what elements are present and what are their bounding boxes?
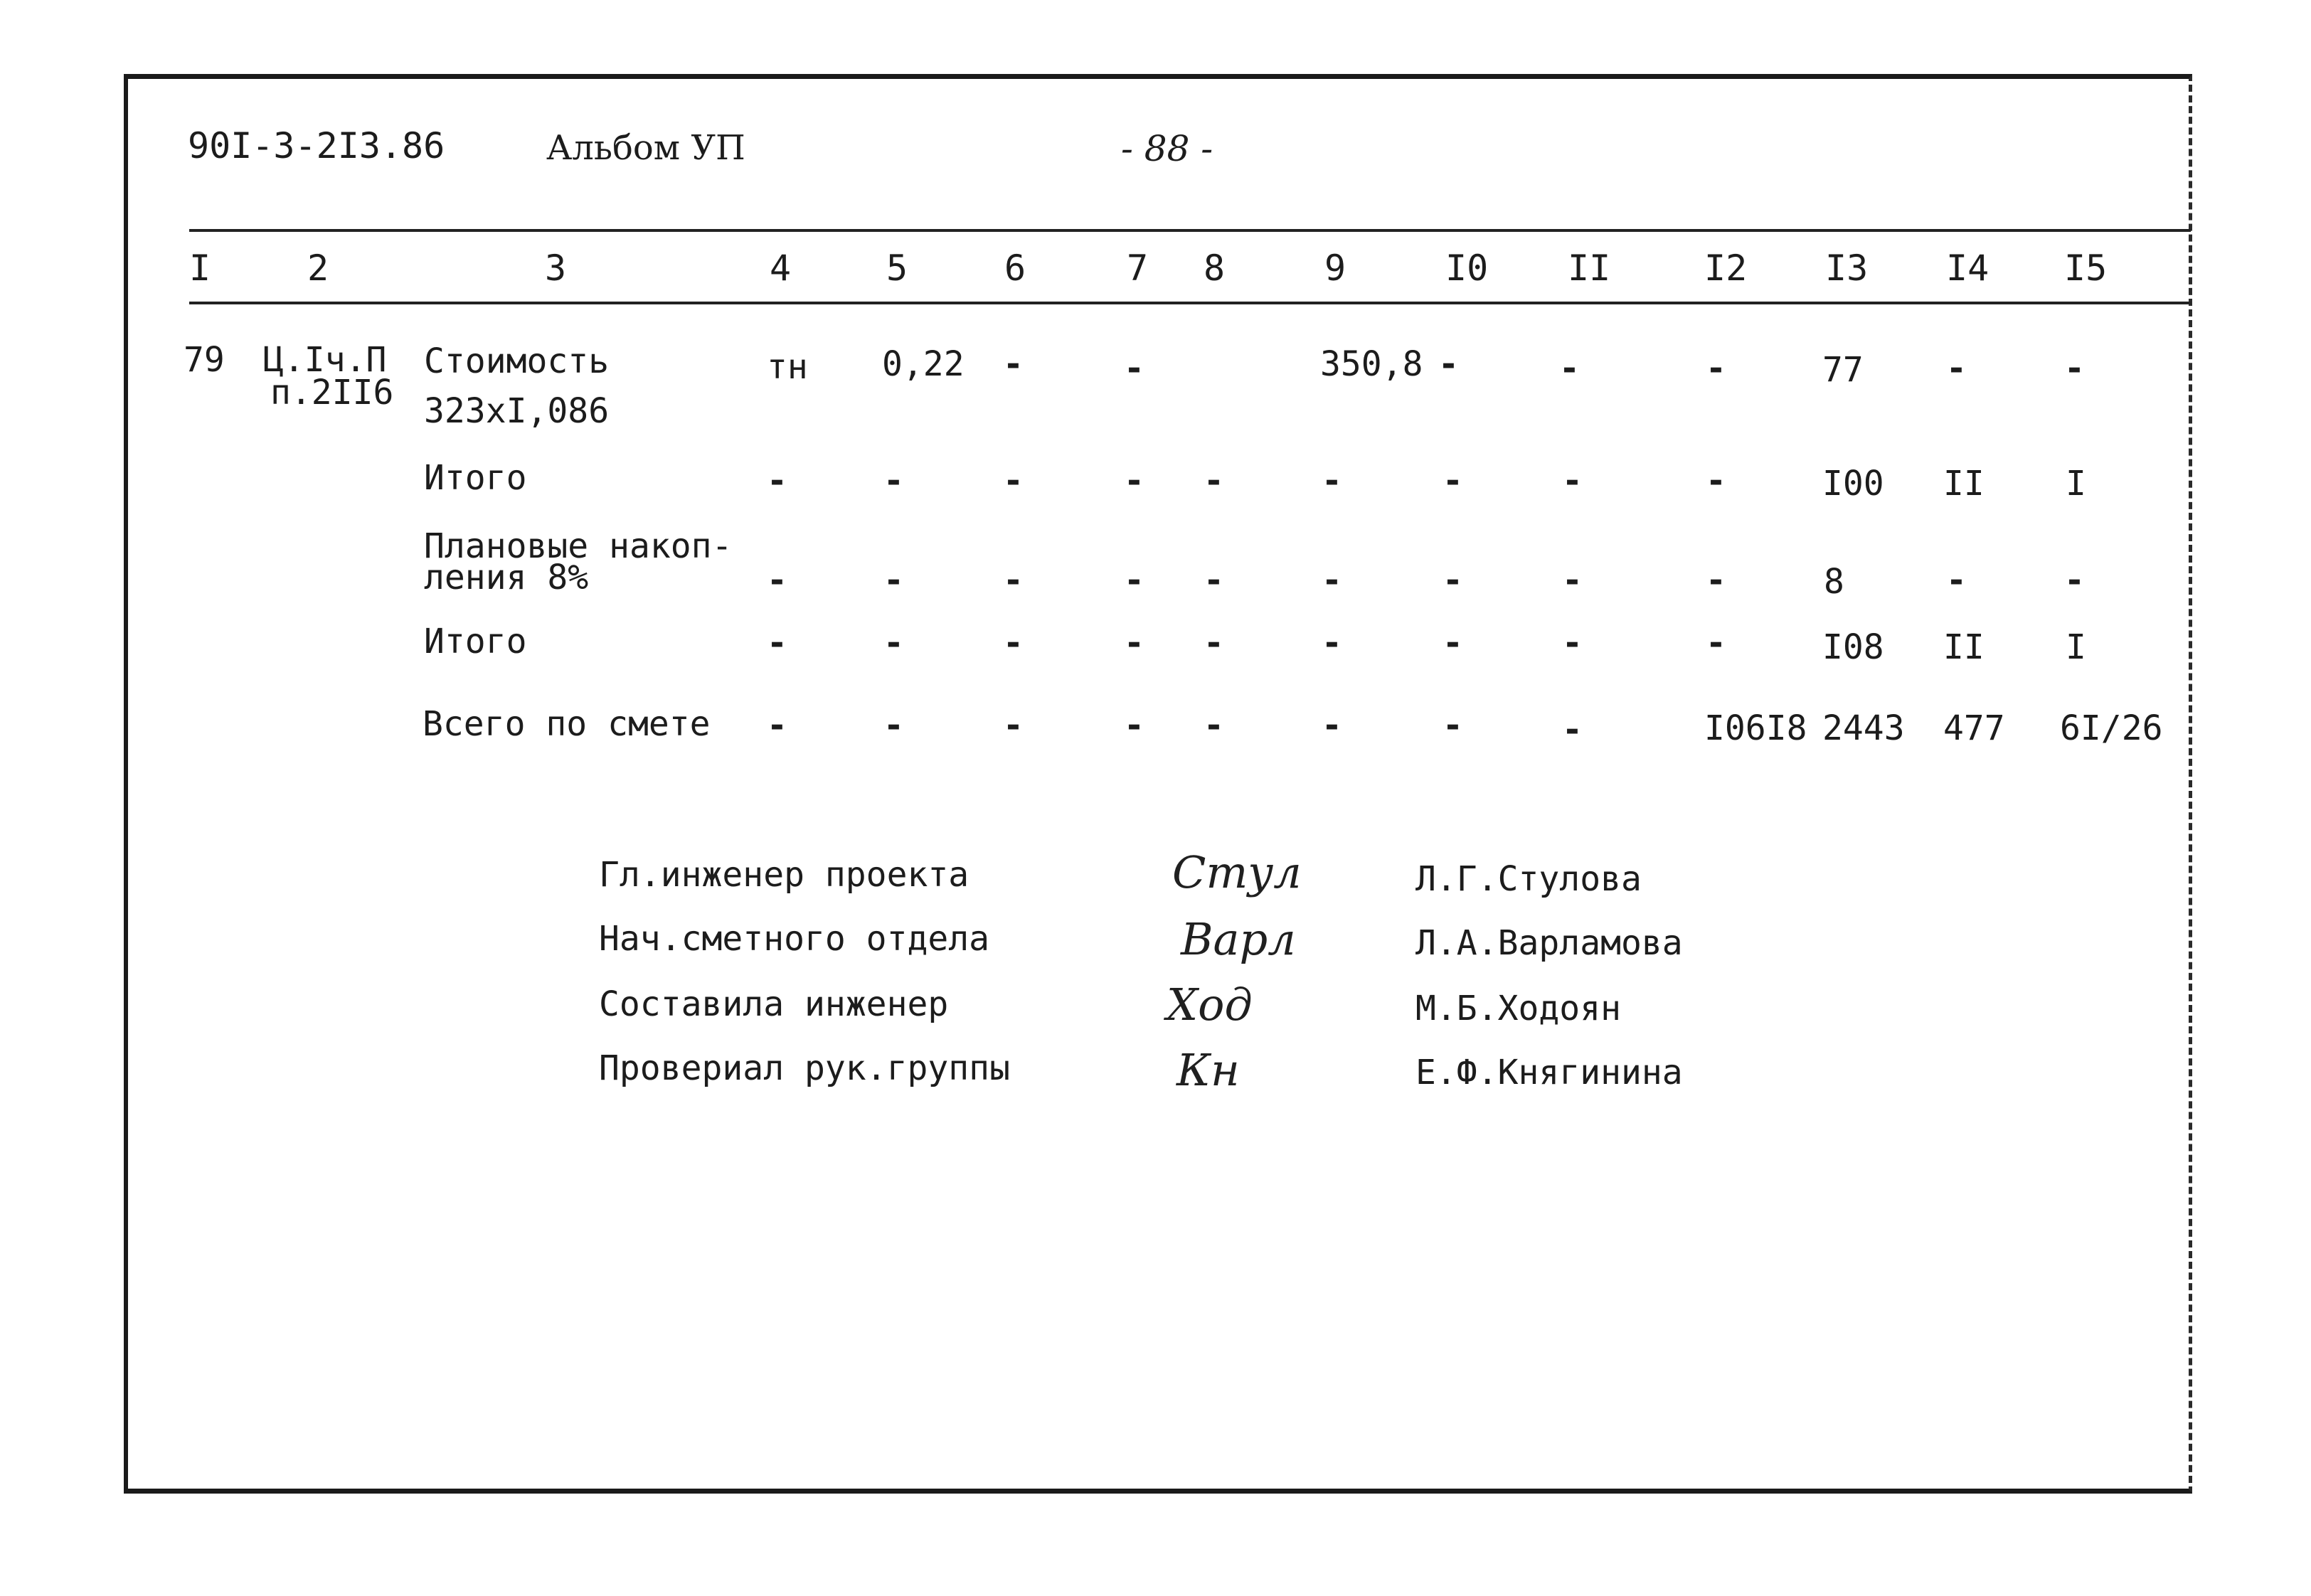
cell-c13: I08 xyxy=(1822,627,1884,667)
cell-c7: - xyxy=(1124,461,1144,501)
cell-c9: 350,8 xyxy=(1320,344,1423,384)
cell-c14: - xyxy=(1946,560,1967,600)
row-description: Стоимость xyxy=(424,341,610,381)
cell-c11: - xyxy=(1559,349,1580,388)
column-header: 7 xyxy=(1127,248,1149,289)
column-header: 4 xyxy=(770,248,792,289)
column-header: I2 xyxy=(1704,248,1748,289)
cell-c14: 477 xyxy=(1943,708,2005,748)
cell-c10: - xyxy=(1438,344,1459,384)
signatory-name: М.Б.Ходоян xyxy=(1415,989,1621,1028)
handwritten-signature: Кн xyxy=(1176,1044,1240,1096)
cell-c4: - xyxy=(767,461,787,501)
cell-c5: - xyxy=(883,706,904,745)
cell-c15: I xyxy=(2066,627,2086,667)
row-number: 79 xyxy=(184,340,225,380)
quantity: 0,22 xyxy=(882,344,965,384)
column-header: 5 xyxy=(886,248,908,289)
cell-c13: 77 xyxy=(1822,350,1864,390)
cell-c5: - xyxy=(883,560,904,600)
signatory-name: Л.Г.Стулова xyxy=(1415,859,1642,899)
cell-c7: - xyxy=(1124,706,1144,745)
column-header: 6 xyxy=(1004,248,1026,289)
column-header: I4 xyxy=(1946,248,1989,289)
cell-c4: - xyxy=(767,560,787,600)
cell-c6: - xyxy=(1003,706,1024,745)
cell-c12: I06I8 xyxy=(1704,708,1807,748)
cell-c9: - xyxy=(1322,560,1342,600)
cell-c15: - xyxy=(2064,349,2085,388)
signatory-name: Е.Ф.Княгинина xyxy=(1415,1053,1683,1092)
cell-c6: - xyxy=(1003,560,1024,600)
cell-c9: - xyxy=(1322,623,1342,663)
cell-c14: II xyxy=(1943,627,1985,667)
column-header: I xyxy=(189,248,211,289)
cell-c9: - xyxy=(1322,706,1342,745)
signature-role: Гл.инженер проекта xyxy=(599,855,969,895)
cell-c13: I00 xyxy=(1822,464,1884,504)
cell-c11: - xyxy=(1562,560,1583,600)
cell-c15: - xyxy=(2064,560,2085,600)
cell-c7: - xyxy=(1124,560,1144,600)
cell-c5: - xyxy=(883,623,904,663)
cell-c6: - xyxy=(1003,344,1024,384)
document-code: 90I-3-2I3.86 xyxy=(188,125,445,166)
cell-c8: - xyxy=(1204,461,1224,501)
row-description: Плановые накоп- xyxy=(424,526,733,566)
cell-c6: - xyxy=(1003,623,1024,663)
table-top-rule xyxy=(189,229,2191,232)
cell-c5: - xyxy=(883,461,904,501)
page-frame xyxy=(124,74,2192,1494)
column-header: 8 xyxy=(1204,248,1226,289)
handwritten-signature: Варл xyxy=(1181,913,1296,965)
column-header: 2 xyxy=(307,248,329,289)
cell-c4: - xyxy=(767,623,787,663)
cell-c14: - xyxy=(1946,349,1967,388)
unit: тн xyxy=(767,347,808,387)
cell-c12: - xyxy=(1706,623,1726,663)
signature-role: Составила инженер xyxy=(599,984,949,1024)
cell-c10: - xyxy=(1443,461,1463,501)
cell-c14: II xyxy=(1943,464,1985,504)
handwritten-signature: Ход xyxy=(1167,979,1253,1031)
cell-c13: 2443 xyxy=(1822,708,1905,748)
column-header: I0 xyxy=(1445,248,1489,289)
cell-c8: - xyxy=(1204,706,1224,745)
cell-c12: - xyxy=(1706,349,1726,388)
row-formula: 323хI,086 xyxy=(424,391,610,431)
signature-role: Провериал рук.группы xyxy=(599,1048,1010,1088)
price-code-clause: п.2II6 xyxy=(270,373,394,413)
cell-c12: - xyxy=(1706,461,1726,501)
album-label: Альбом УП xyxy=(546,128,745,168)
cell-c10: - xyxy=(1443,706,1463,745)
column-header: I5 xyxy=(2064,248,2108,289)
cell-c4: - xyxy=(767,706,787,745)
row-description-cont: ления 8% xyxy=(424,558,589,597)
cell-c9: - xyxy=(1322,461,1342,501)
cell-c11: - xyxy=(1562,461,1583,501)
row-description: Итого xyxy=(424,458,527,498)
cell-c13: 8 xyxy=(1824,562,1844,602)
cell-c7: - xyxy=(1124,349,1144,388)
cell-c6: - xyxy=(1003,461,1024,501)
table-header-rule xyxy=(189,302,2191,304)
cell-c10: - xyxy=(1443,623,1463,663)
signatory-name: Л.А.Варламова xyxy=(1415,923,1683,963)
column-header: 3 xyxy=(545,248,567,289)
cell-c15: 6I/26 xyxy=(2060,708,2163,748)
cell-c11: - xyxy=(1562,623,1583,663)
row-description: Итого xyxy=(424,622,527,661)
row-description: Всего по смете xyxy=(423,704,711,744)
signature-role: Нач.сметного отдела xyxy=(599,919,990,959)
cell-c11: - xyxy=(1562,710,1583,750)
cell-c8: - xyxy=(1204,623,1224,663)
page-number: - 88 - xyxy=(1121,128,1213,169)
cell-c8: - xyxy=(1204,560,1224,600)
cell-c12: - xyxy=(1706,560,1726,600)
column-header: II xyxy=(1568,248,1611,289)
cell-c10: - xyxy=(1443,560,1463,600)
cell-c15: I xyxy=(2066,464,2086,504)
column-header: 9 xyxy=(1324,248,1346,289)
cell-c7: - xyxy=(1124,623,1144,663)
price-code: Ц.Iч.П xyxy=(263,340,387,380)
column-header: I3 xyxy=(1825,248,1869,289)
handwritten-signature: Стул xyxy=(1172,846,1302,898)
